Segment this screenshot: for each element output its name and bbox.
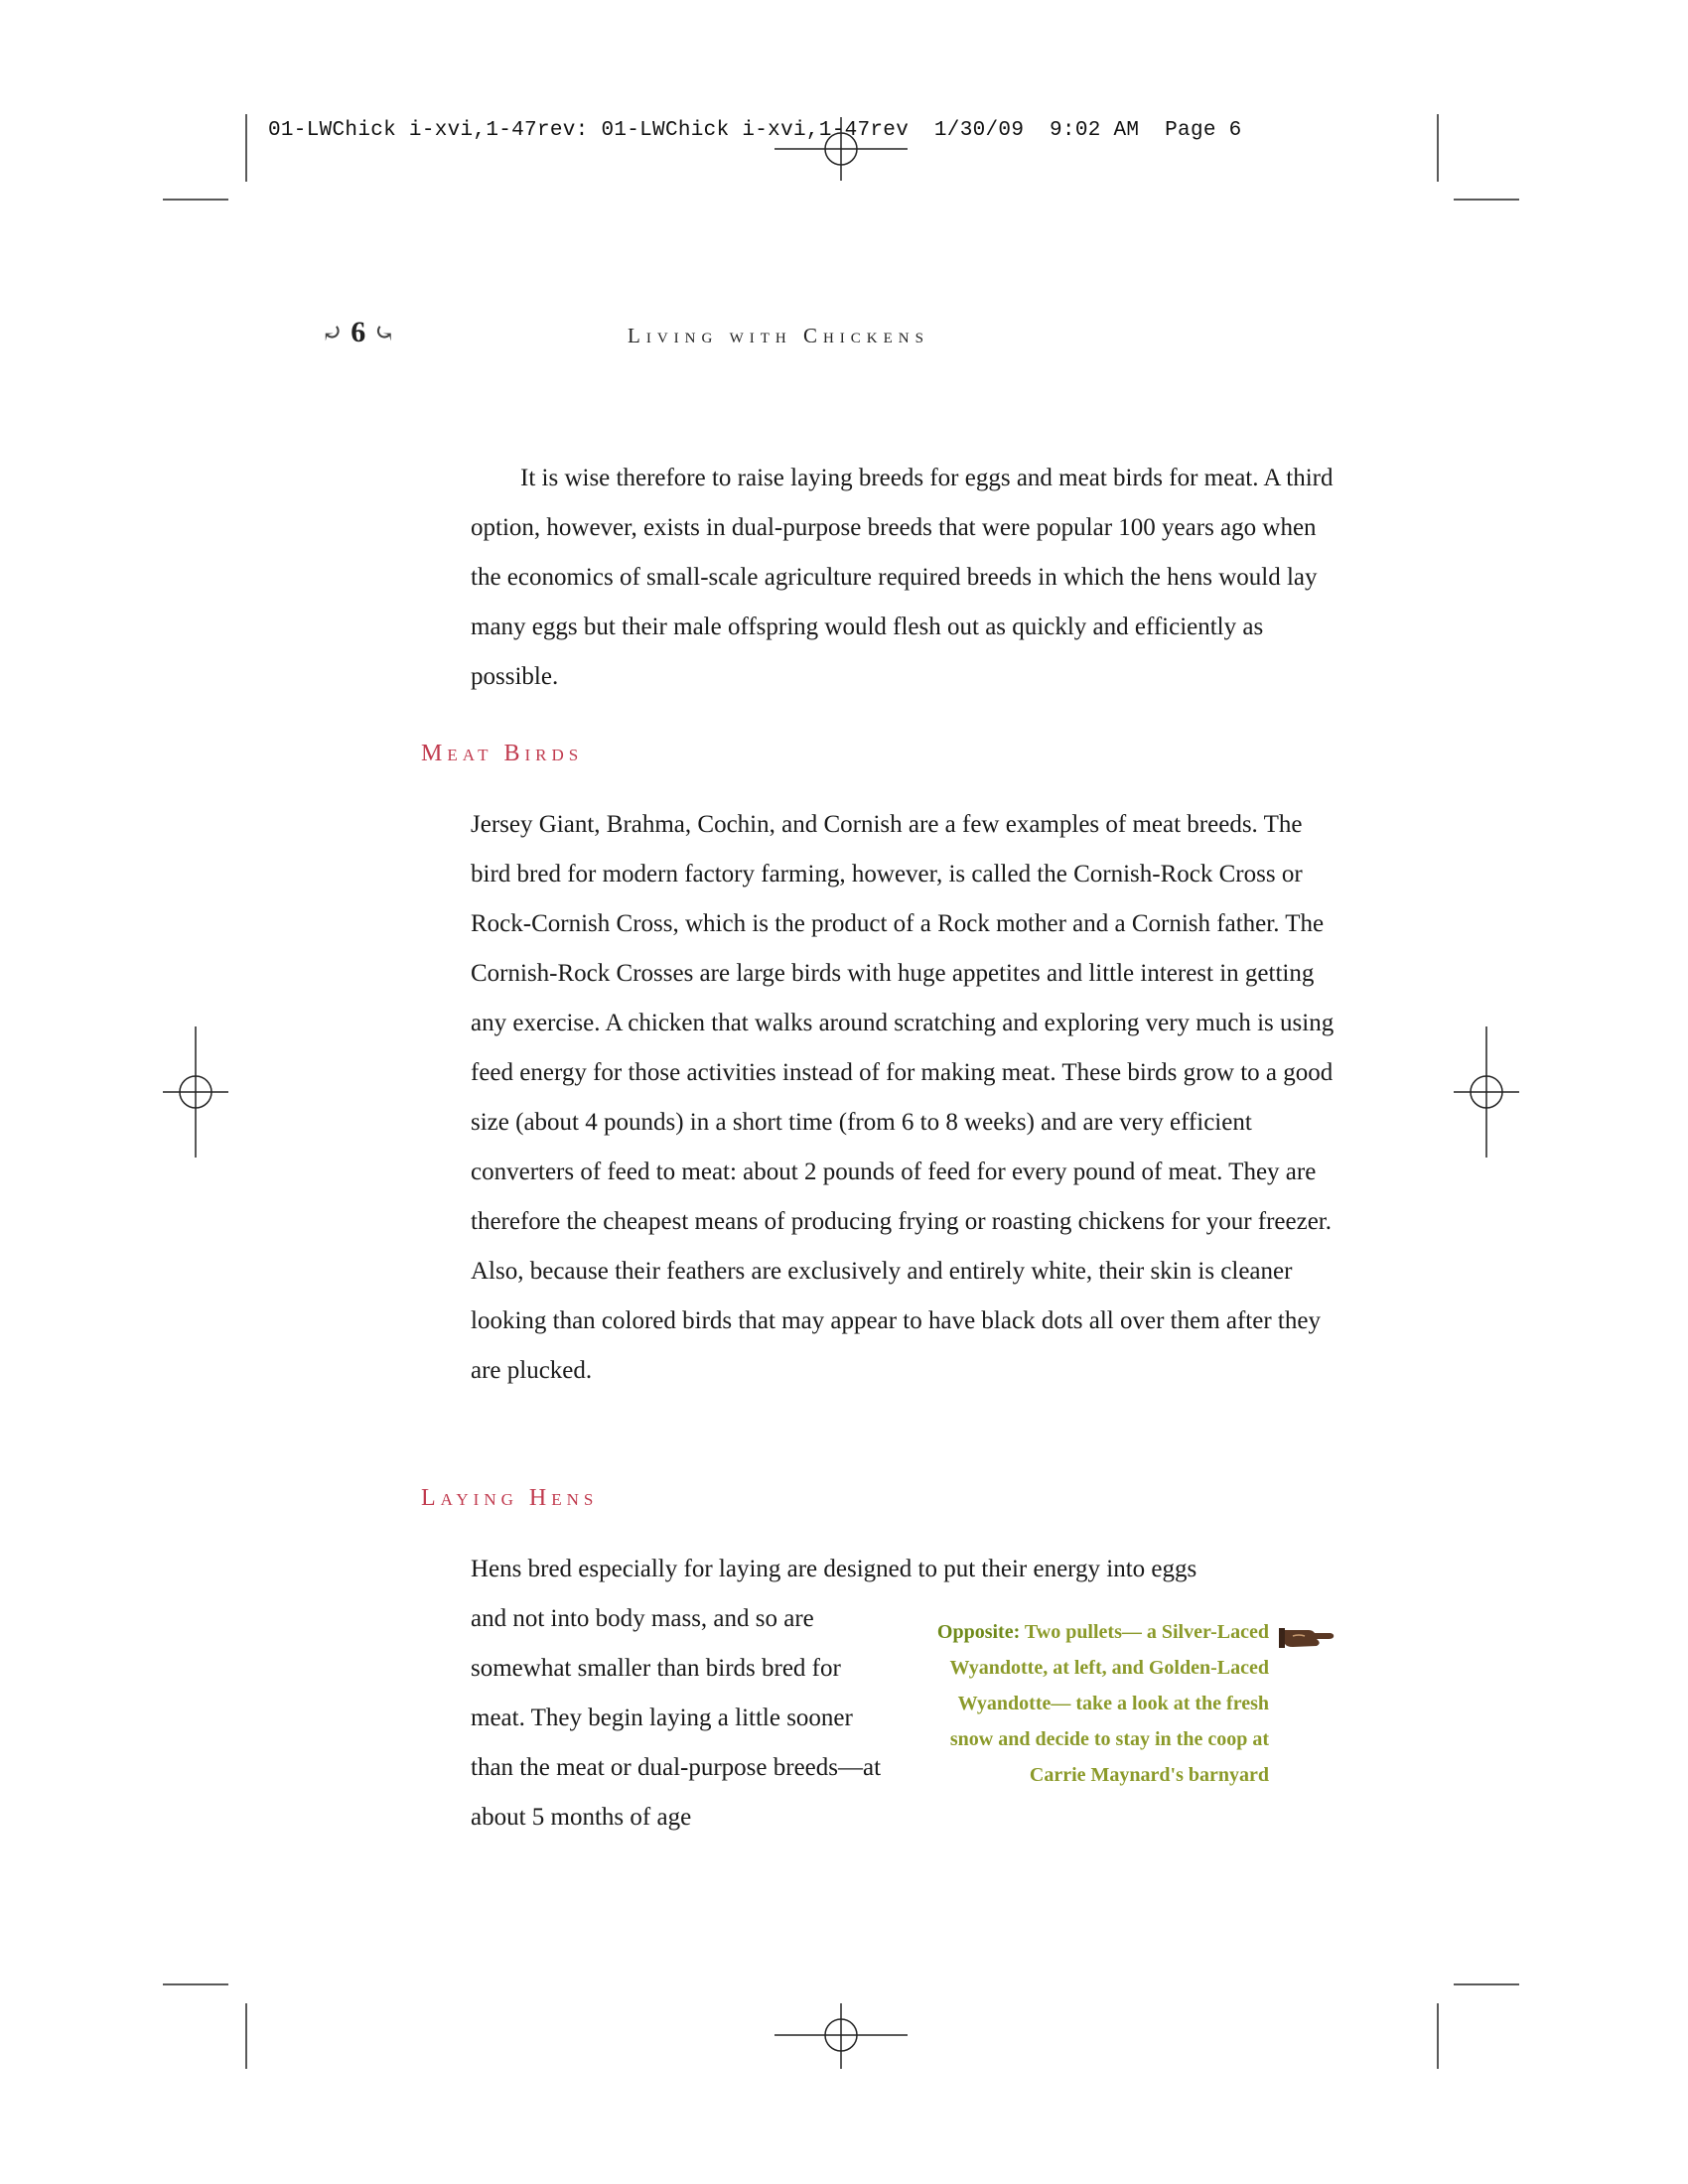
photo-caption [933,1614,1269,1793]
registration-mark-icon [163,1026,228,1158]
section-heading-laying-hens: Laying Hens [421,1485,599,1511]
section-heading-meat-birds: Meat Birds [421,741,584,766]
meat-birds-paragraph [471,800,1344,1396]
intro-text: It is wise therefore to raise laying breeds for eggs and meat birds for meat. A third option, however, exists in dual-purpose breeds that were popular 100 years ago when the economics of small-scale agriculture required breeds in which the hens would lay many eggs but their male offspring would flesh out as quickly and efficiently as possible. [471,465,1334,690]
left-ornament-icon: ⤾ [322,319,344,347]
right-ornament-icon: ⤿ [372,319,395,347]
laying-hens-text: and not into body mass, and so are somewhat smaller than birds bred for meat. They begin laying a little sooner than the meat or dual-purpose breeds—at about 5 months of age [471,1605,882,1831]
laying-hens-text-line1: Hens bred especially for laying are designed to put their energy into eggs [471,1556,1197,1582]
intro-paragraph [471,454,1344,702]
meat-birds-text: Jersey Giant, Brahma, Cochin, and Cornish are a few examples of meat breeds. The bird bred for modern factory farming, however, is called the Cornish-Rock Cross or Rock-Cornish Cross, which is the product of a Rock mother and a Cornish father. The Cornish-Rock Crosses are large birds with huge appetites and little interest in getting any exercise. A chicken that walks around scratching and exploring very much is using feed energy for those activities instead of for making meat. These birds grow to a good size (about 4 pounds) in a short time (from 6 to 8 weeks) and are very efficient converters of feed to meat: about 2 pounds of feed for every pound of meat. They are therefore the cheapest means of producing frying or roasting chickens for your freezer. Also, because their feathers are exclusively and entirely white, their skin is cleaner looking than colored birds that may appear to have black dots all over them after they are plucked. [471,811,1335,1384]
running-head: Living with Chickens [628,324,929,347]
pointing-hand-icon [1279,1624,1335,1652]
laying-hens-paragraph [471,1594,898,1843]
printer-slug-line: 01-LWChick i-xvi,1-47rev: 01-LWChick i-xvi,1-47rev 1/30/09 9:02 AM Page 6 [268,119,1242,142]
caption-lead: Opposite: [936,1621,1021,1643]
registration-mark-icon [774,2003,908,2069]
page-number [322,316,395,349]
page-number-value: 6 [351,316,366,348]
caption-text: Two pullets— a Silver-Laced Wyandotte, at left, and Golden-Laced Wyandotte— take a look at the fresh snow and decide to stay in the coop at Carrie Maynard's barnyard [949,1621,1269,1786]
laying-hens-first-line [471,1545,1344,1594]
registration-mark-icon [1454,1026,1519,1158]
